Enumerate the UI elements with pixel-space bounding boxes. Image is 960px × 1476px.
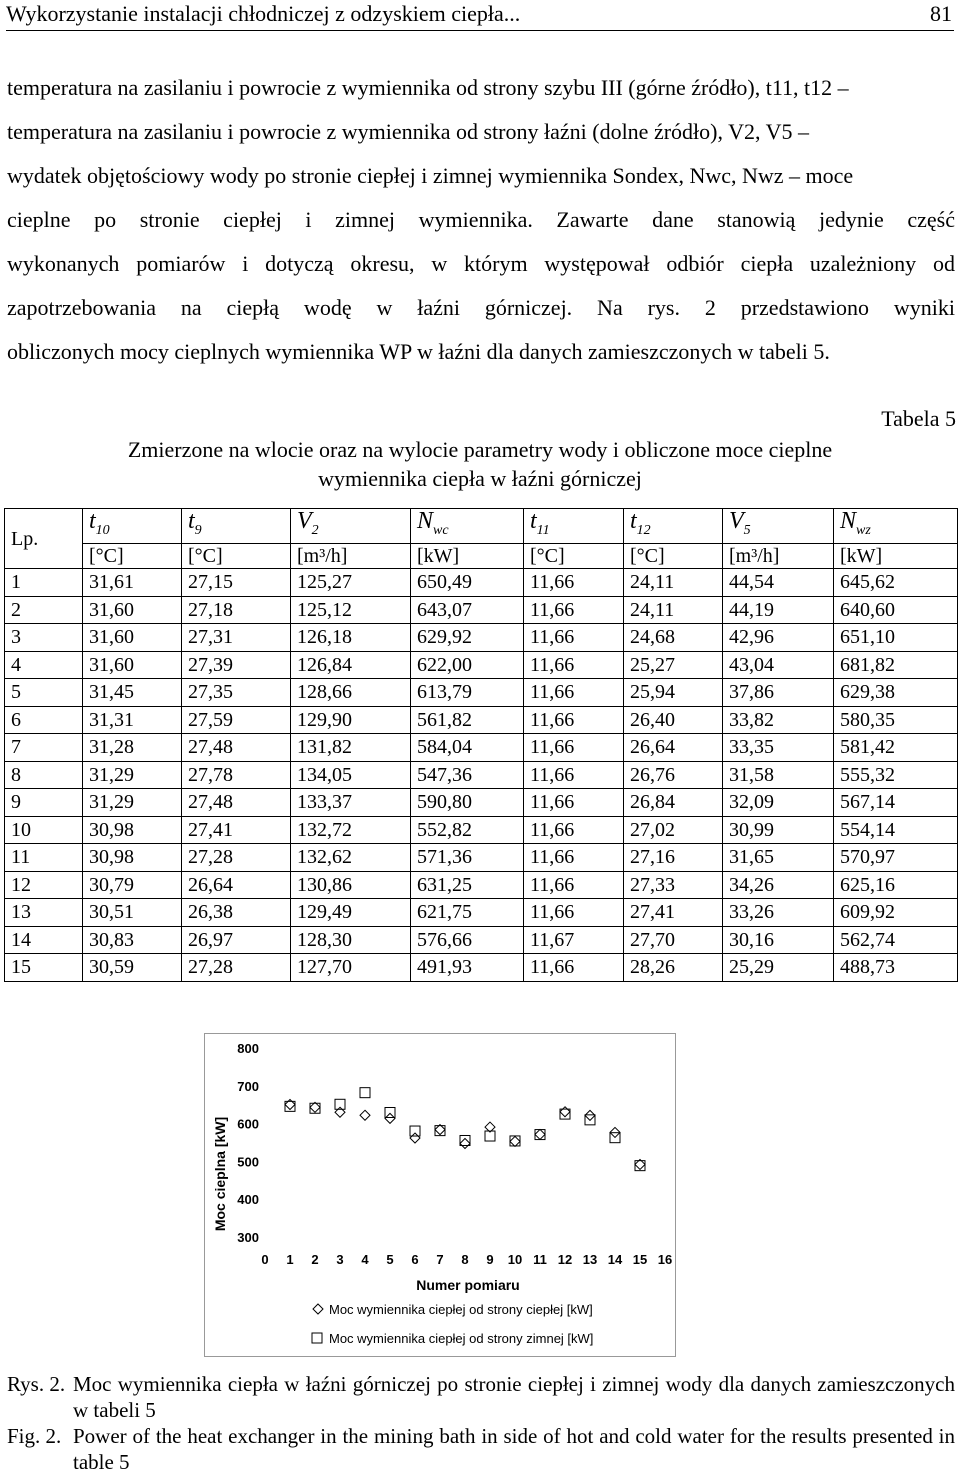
table-row bbox=[5, 899, 958, 927]
table-cell: 33,82 bbox=[723, 706, 834, 734]
column-unit: [m³/h] bbox=[723, 544, 834, 569]
table-cell: 31,58 bbox=[723, 761, 834, 789]
column-symbol: $t_{10}$ bbox=[83, 509, 182, 544]
table-cell: 132,72 bbox=[291, 816, 411, 844]
x-tick-label: 1 bbox=[286, 1252, 294, 1267]
table-row bbox=[5, 706, 958, 734]
table-unit-row bbox=[5, 544, 958, 569]
row-number-cell: 10 bbox=[5, 816, 83, 844]
table-body bbox=[5, 569, 958, 982]
table-cell: 30,98 bbox=[83, 816, 182, 844]
column-unit: [kW] bbox=[411, 544, 524, 569]
table-cell: 27,16 bbox=[624, 844, 723, 872]
table-cell: 25,27 bbox=[624, 651, 723, 679]
paragraph-line: temperatura na zasilaniu i powrocie z wymiennika od strony łaźni (dolne źródło), V2, V5 – bbox=[7, 119, 809, 144]
paragraph-line: zapotrzebowania na ciepłą wodę w łaźni górniczej. Na rys. 2 przedstawiono wyniki bbox=[7, 295, 955, 320]
table-cell: 31,29 bbox=[83, 789, 182, 817]
table-caption-line: wymiennika ciepła w łaźni górniczej bbox=[318, 466, 642, 491]
x-tick-label: 4 bbox=[361, 1252, 369, 1267]
table-cell: 31,60 bbox=[83, 651, 182, 679]
table-cell: 129,90 bbox=[291, 706, 411, 734]
column-unit: [kW] bbox=[834, 544, 958, 569]
table-cell: 27,02 bbox=[624, 816, 723, 844]
table-cell: 126,84 bbox=[291, 651, 411, 679]
table-cell: 128,66 bbox=[291, 679, 411, 707]
table-cell: 24,11 bbox=[624, 596, 723, 624]
table-cell: 27,48 bbox=[182, 734, 291, 762]
table-cell: 132,62 bbox=[291, 844, 411, 872]
table-cell: 488,73 bbox=[834, 954, 958, 982]
table-cell: 31,29 bbox=[83, 761, 182, 789]
square-point bbox=[385, 1107, 395, 1117]
diamond-point bbox=[560, 1107, 570, 1117]
paragraph-line: cieplne po stronie ciepłej i zimnej wymiennika. Zawarte dane stanowią jedynie część bbox=[7, 207, 955, 232]
table-cell: 27,28 bbox=[182, 954, 291, 982]
caption-text: Moc wymiennika ciepła w łaźni górniczej po stronie ciepłej i zimnej wody dla danych zamieszczonych w tabeli 5 bbox=[73, 1372, 955, 1422]
table-cell: 27,31 bbox=[182, 624, 291, 652]
table-row bbox=[5, 926, 958, 954]
table-cell: 554,14 bbox=[834, 816, 958, 844]
column-symbol: $V_5$ bbox=[723, 509, 834, 544]
table-cell: 11,66 bbox=[524, 651, 624, 679]
caption-polish bbox=[7, 1371, 955, 1423]
column-unit: [°C] bbox=[83, 544, 182, 569]
caption-label: Fig. 2. bbox=[7, 1424, 62, 1448]
chart-svg bbox=[205, 1034, 675, 1356]
table-cell: 576,66 bbox=[411, 926, 524, 954]
table-cell: 26,84 bbox=[624, 789, 723, 817]
row-number-cell: 4 bbox=[5, 651, 83, 679]
table-cell: 30,16 bbox=[723, 926, 834, 954]
table-cell: 27,33 bbox=[624, 871, 723, 899]
table-cell: 37,86 bbox=[723, 679, 834, 707]
table-cell: 33,26 bbox=[723, 899, 834, 927]
table-cell: 28,26 bbox=[624, 954, 723, 982]
diamond-point bbox=[310, 1102, 320, 1112]
table-cell: 133,37 bbox=[291, 789, 411, 817]
table-row bbox=[5, 734, 958, 762]
table-cell: 44,54 bbox=[723, 569, 834, 597]
running-header bbox=[6, 0, 954, 31]
x-tick-label: 12 bbox=[557, 1252, 573, 1267]
page-number: 81 bbox=[930, 1, 952, 26]
table-cell: 11,66 bbox=[524, 871, 624, 899]
table-cell: 131,82 bbox=[291, 734, 411, 762]
x-tick-label: 15 bbox=[632, 1252, 648, 1267]
table-cell: 11,66 bbox=[524, 706, 624, 734]
table-cell: 26,97 bbox=[182, 926, 291, 954]
lp-header: Lp. bbox=[5, 509, 83, 569]
caption-text: Power of the heat exchanger in the mining bath in side of hot and cold water for the results presented in table 5 bbox=[73, 1424, 955, 1474]
diamond-point bbox=[360, 1110, 370, 1120]
table-cell: 11,66 bbox=[524, 569, 624, 597]
table-cell: 31,60 bbox=[83, 596, 182, 624]
x-axis-label: Numer pomiaru bbox=[416, 1277, 520, 1293]
column-symbol: $t_9$ bbox=[182, 509, 291, 544]
row-number-cell: 2 bbox=[5, 596, 83, 624]
square-point bbox=[360, 1088, 370, 1098]
column-symbol: $t_{12}$ bbox=[624, 509, 723, 544]
row-number-cell: 7 bbox=[5, 734, 83, 762]
table-label: Tabela 5 bbox=[881, 406, 956, 431]
x-tick-label: 7 bbox=[436, 1252, 444, 1267]
row-number-cell: 9 bbox=[5, 789, 83, 817]
table-row bbox=[5, 679, 958, 707]
table-cell: 30,98 bbox=[83, 844, 182, 872]
table-cell: 622,00 bbox=[411, 651, 524, 679]
table-cell: 11,66 bbox=[524, 761, 624, 789]
column-symbol: $N_{wc}$ bbox=[411, 509, 524, 544]
row-number-cell: 15 bbox=[5, 954, 83, 982]
table-cell: 127,70 bbox=[291, 954, 411, 982]
table-cell: 629,92 bbox=[411, 624, 524, 652]
paragraph-line: wykonanych pomiarów i dotyczą okresu, w którym występował odbiór ciepła uzależniony od bbox=[7, 251, 955, 276]
table-cell: 30,59 bbox=[83, 954, 182, 982]
x-tick-label: 5 bbox=[386, 1252, 394, 1267]
row-number-cell: 11 bbox=[5, 844, 83, 872]
caption-english bbox=[7, 1423, 955, 1475]
diamond-point bbox=[460, 1138, 470, 1148]
table-cell: 25,29 bbox=[723, 954, 834, 982]
table-cell: 570,97 bbox=[834, 844, 958, 872]
table-row bbox=[5, 624, 958, 652]
row-number-cell: 5 bbox=[5, 679, 83, 707]
y-tick-label: 500 bbox=[237, 1154, 259, 1170]
column-symbol: $N_{wz}$ bbox=[834, 509, 958, 544]
table-cell: 128,30 bbox=[291, 926, 411, 954]
diamond-point bbox=[385, 1113, 395, 1123]
table-cell: 640,60 bbox=[834, 596, 958, 624]
table-row bbox=[5, 596, 958, 624]
table-cell: 567,14 bbox=[834, 789, 958, 817]
table-cell: 31,31 bbox=[83, 706, 182, 734]
legend-label: Moc wymiennika ciepłej od strony ciepłej [kW] bbox=[329, 1302, 593, 1317]
table-cell: 27,59 bbox=[182, 706, 291, 734]
legend-square-marker bbox=[312, 1333, 322, 1343]
x-tick-label: 13 bbox=[582, 1252, 598, 1267]
table-cell: 11,66 bbox=[524, 624, 624, 652]
table-cell: 34,26 bbox=[723, 871, 834, 899]
table-cell: 11,67 bbox=[524, 926, 624, 954]
column-symbol: $t_{11}$ bbox=[524, 509, 624, 544]
table-cell: 11,66 bbox=[524, 899, 624, 927]
table-cell: 27,70 bbox=[624, 926, 723, 954]
diamond-point bbox=[410, 1133, 420, 1143]
x-tick-label: 2 bbox=[311, 1252, 319, 1267]
legend-diamond-marker bbox=[313, 1304, 323, 1314]
square-point bbox=[460, 1135, 470, 1145]
diamond-point bbox=[510, 1136, 520, 1146]
column-unit: [°C] bbox=[624, 544, 723, 569]
table-cell: 552,82 bbox=[411, 816, 524, 844]
table-cell: 44,19 bbox=[723, 596, 834, 624]
y-tick-label: 700 bbox=[237, 1078, 259, 1094]
table-cell: 681,82 bbox=[834, 651, 958, 679]
y-tick-label: 300 bbox=[237, 1230, 259, 1245]
column-unit: [°C] bbox=[182, 544, 291, 569]
table-cell: 590,80 bbox=[411, 789, 524, 817]
table-cell: 134,05 bbox=[291, 761, 411, 789]
table-cell: 571,36 bbox=[411, 844, 524, 872]
table-cell: 11,66 bbox=[524, 789, 624, 817]
table-cell: 126,18 bbox=[291, 624, 411, 652]
table-cell: 130,86 bbox=[291, 871, 411, 899]
table-cell: 24,11 bbox=[624, 569, 723, 597]
legend-label: Moc wymiennika ciepłej od strony zimnej [kW] bbox=[329, 1331, 594, 1346]
y-axis-label: Moc cieplna [kW] bbox=[212, 1116, 228, 1232]
table-cell: 643,07 bbox=[411, 596, 524, 624]
table-cell: 581,42 bbox=[834, 734, 958, 762]
table-cell: 26,40 bbox=[624, 706, 723, 734]
table-cell: 27,78 bbox=[182, 761, 291, 789]
table-cell: 613,79 bbox=[411, 679, 524, 707]
table-cell: 31,60 bbox=[83, 624, 182, 652]
table-cell: 547,36 bbox=[411, 761, 524, 789]
header-title: Wykorzystanie instalacji chłodniczej z odzyskiem ciepła... bbox=[6, 1, 521, 26]
table-row bbox=[5, 789, 958, 817]
table-caption-line: Zmierzone na wlocie oraz na wylocie parametry wody i obliczone moce cieplne bbox=[127, 437, 833, 462]
table-cell: 491,93 bbox=[411, 954, 524, 982]
column-unit: [m³/h] bbox=[291, 544, 411, 569]
table-cell: 31,65 bbox=[723, 844, 834, 872]
table-cell: 125,12 bbox=[291, 596, 411, 624]
y-tick-label: 600 bbox=[237, 1116, 259, 1132]
legend bbox=[312, 1302, 593, 1346]
table-cell: 651,10 bbox=[834, 624, 958, 652]
table-cell: 27,39 bbox=[182, 651, 291, 679]
table-cell: 584,04 bbox=[411, 734, 524, 762]
y-tick-label: 800 bbox=[237, 1041, 259, 1056]
x-tick-label: 9 bbox=[486, 1252, 494, 1267]
table-cell: 33,35 bbox=[723, 734, 834, 762]
row-number-cell: 3 bbox=[5, 624, 83, 652]
x-tick-label: 8 bbox=[461, 1252, 469, 1267]
x-tick-label: 0 bbox=[261, 1252, 269, 1267]
diamond-point bbox=[535, 1129, 545, 1139]
table-cell: 30,83 bbox=[83, 926, 182, 954]
table-cell: 11,66 bbox=[524, 596, 624, 624]
table-row bbox=[5, 816, 958, 844]
body-paragraph bbox=[7, 66, 955, 374]
table-row bbox=[5, 954, 958, 982]
table-row bbox=[5, 844, 958, 872]
diamond-point bbox=[585, 1110, 595, 1120]
table-caption bbox=[40, 435, 920, 493]
x-tick-label: 10 bbox=[507, 1252, 523, 1267]
table-cell: 125,27 bbox=[291, 569, 411, 597]
x-tick-label: 16 bbox=[657, 1252, 673, 1267]
table-cell: 25,94 bbox=[624, 679, 723, 707]
table-cell: 11,66 bbox=[524, 816, 624, 844]
table-cell: 625,16 bbox=[834, 871, 958, 899]
data-table bbox=[4, 508, 958, 982]
row-number-cell: 8 bbox=[5, 761, 83, 789]
table-cell: 24,68 bbox=[624, 624, 723, 652]
table-cell: 30,99 bbox=[723, 816, 834, 844]
table-cell: 11,66 bbox=[524, 734, 624, 762]
table-cell: 11,66 bbox=[524, 679, 624, 707]
table-cell: 31,28 bbox=[83, 734, 182, 762]
table-cell: 631,25 bbox=[411, 871, 524, 899]
table-cell: 27,28 bbox=[182, 844, 291, 872]
table-cell: 30,51 bbox=[83, 899, 182, 927]
row-number-cell: 12 bbox=[5, 871, 83, 899]
square-point bbox=[510, 1136, 520, 1146]
row-number-cell: 1 bbox=[5, 569, 83, 597]
table-cell: 629,38 bbox=[834, 679, 958, 707]
table-cell: 609,92 bbox=[834, 899, 958, 927]
table-cell: 30,79 bbox=[83, 871, 182, 899]
table-cell: 562,74 bbox=[834, 926, 958, 954]
paragraph-line: obliczonych mocy cieplnych wymiennika WP w łaźni dla danych zamieszczonych w tabeli 5. bbox=[7, 339, 830, 364]
table-cell: 43,04 bbox=[723, 651, 834, 679]
table-cell: 129,49 bbox=[291, 899, 411, 927]
table-symbol-row bbox=[5, 509, 958, 544]
table-cell: 27,41 bbox=[182, 816, 291, 844]
table-cell: 645,62 bbox=[834, 569, 958, 597]
table-row bbox=[5, 569, 958, 597]
table-cell: 27,15 bbox=[182, 569, 291, 597]
table-cell: 27,48 bbox=[182, 789, 291, 817]
table-row bbox=[5, 761, 958, 789]
table-cell: 32,09 bbox=[723, 789, 834, 817]
figure-caption bbox=[7, 1371, 955, 1475]
table-cell: 621,75 bbox=[411, 899, 524, 927]
table-cell: 11,66 bbox=[524, 844, 624, 872]
x-tick-label: 6 bbox=[411, 1252, 419, 1267]
table-cell: 580,35 bbox=[834, 706, 958, 734]
table-cell: 27,41 bbox=[624, 899, 723, 927]
table-row bbox=[5, 871, 958, 899]
table-cell: 26,64 bbox=[182, 871, 291, 899]
table-row bbox=[5, 651, 958, 679]
x-tick-label: 3 bbox=[336, 1252, 344, 1267]
table-cell: 27,35 bbox=[182, 679, 291, 707]
row-number-cell: 13 bbox=[5, 899, 83, 927]
column-symbol: $V_2$ bbox=[291, 509, 411, 544]
table-cell: 26,38 bbox=[182, 899, 291, 927]
table-cell: 561,82 bbox=[411, 706, 524, 734]
row-number-cell: 14 bbox=[5, 926, 83, 954]
x-tick-label: 11 bbox=[533, 1252, 547, 1267]
table-cell: 26,64 bbox=[624, 734, 723, 762]
table-cell: 555,32 bbox=[834, 761, 958, 789]
table-cell: 26,76 bbox=[624, 761, 723, 789]
caption-label: Rys. 2. bbox=[7, 1372, 66, 1396]
table-cell: 650,49 bbox=[411, 569, 524, 597]
table-cell: 11,66 bbox=[524, 954, 624, 982]
square-point bbox=[410, 1126, 420, 1136]
scatter-chart bbox=[204, 1033, 676, 1357]
paragraph-line: temperatura na zasilaniu i powrocie z wymiennika od strony szybu III (górne źródło), t11, t12 – bbox=[7, 75, 849, 100]
table-cell: 42,96 bbox=[723, 624, 834, 652]
x-tick-label: 14 bbox=[607, 1252, 623, 1267]
square-point bbox=[535, 1130, 545, 1140]
paragraph-line: wydatek objętościowy wody po stronie ciepłej i zimnej wymiennika Sondex, Nwc, Nwz – moce bbox=[7, 163, 854, 188]
column-unit: [°C] bbox=[524, 544, 624, 569]
row-number-cell: 6 bbox=[5, 706, 83, 734]
table-cell: 31,45 bbox=[83, 679, 182, 707]
table-cell: 31,61 bbox=[83, 569, 182, 597]
table-cell: 27,18 bbox=[182, 596, 291, 624]
diamond-point bbox=[435, 1125, 445, 1135]
y-tick-label: 400 bbox=[237, 1192, 259, 1208]
